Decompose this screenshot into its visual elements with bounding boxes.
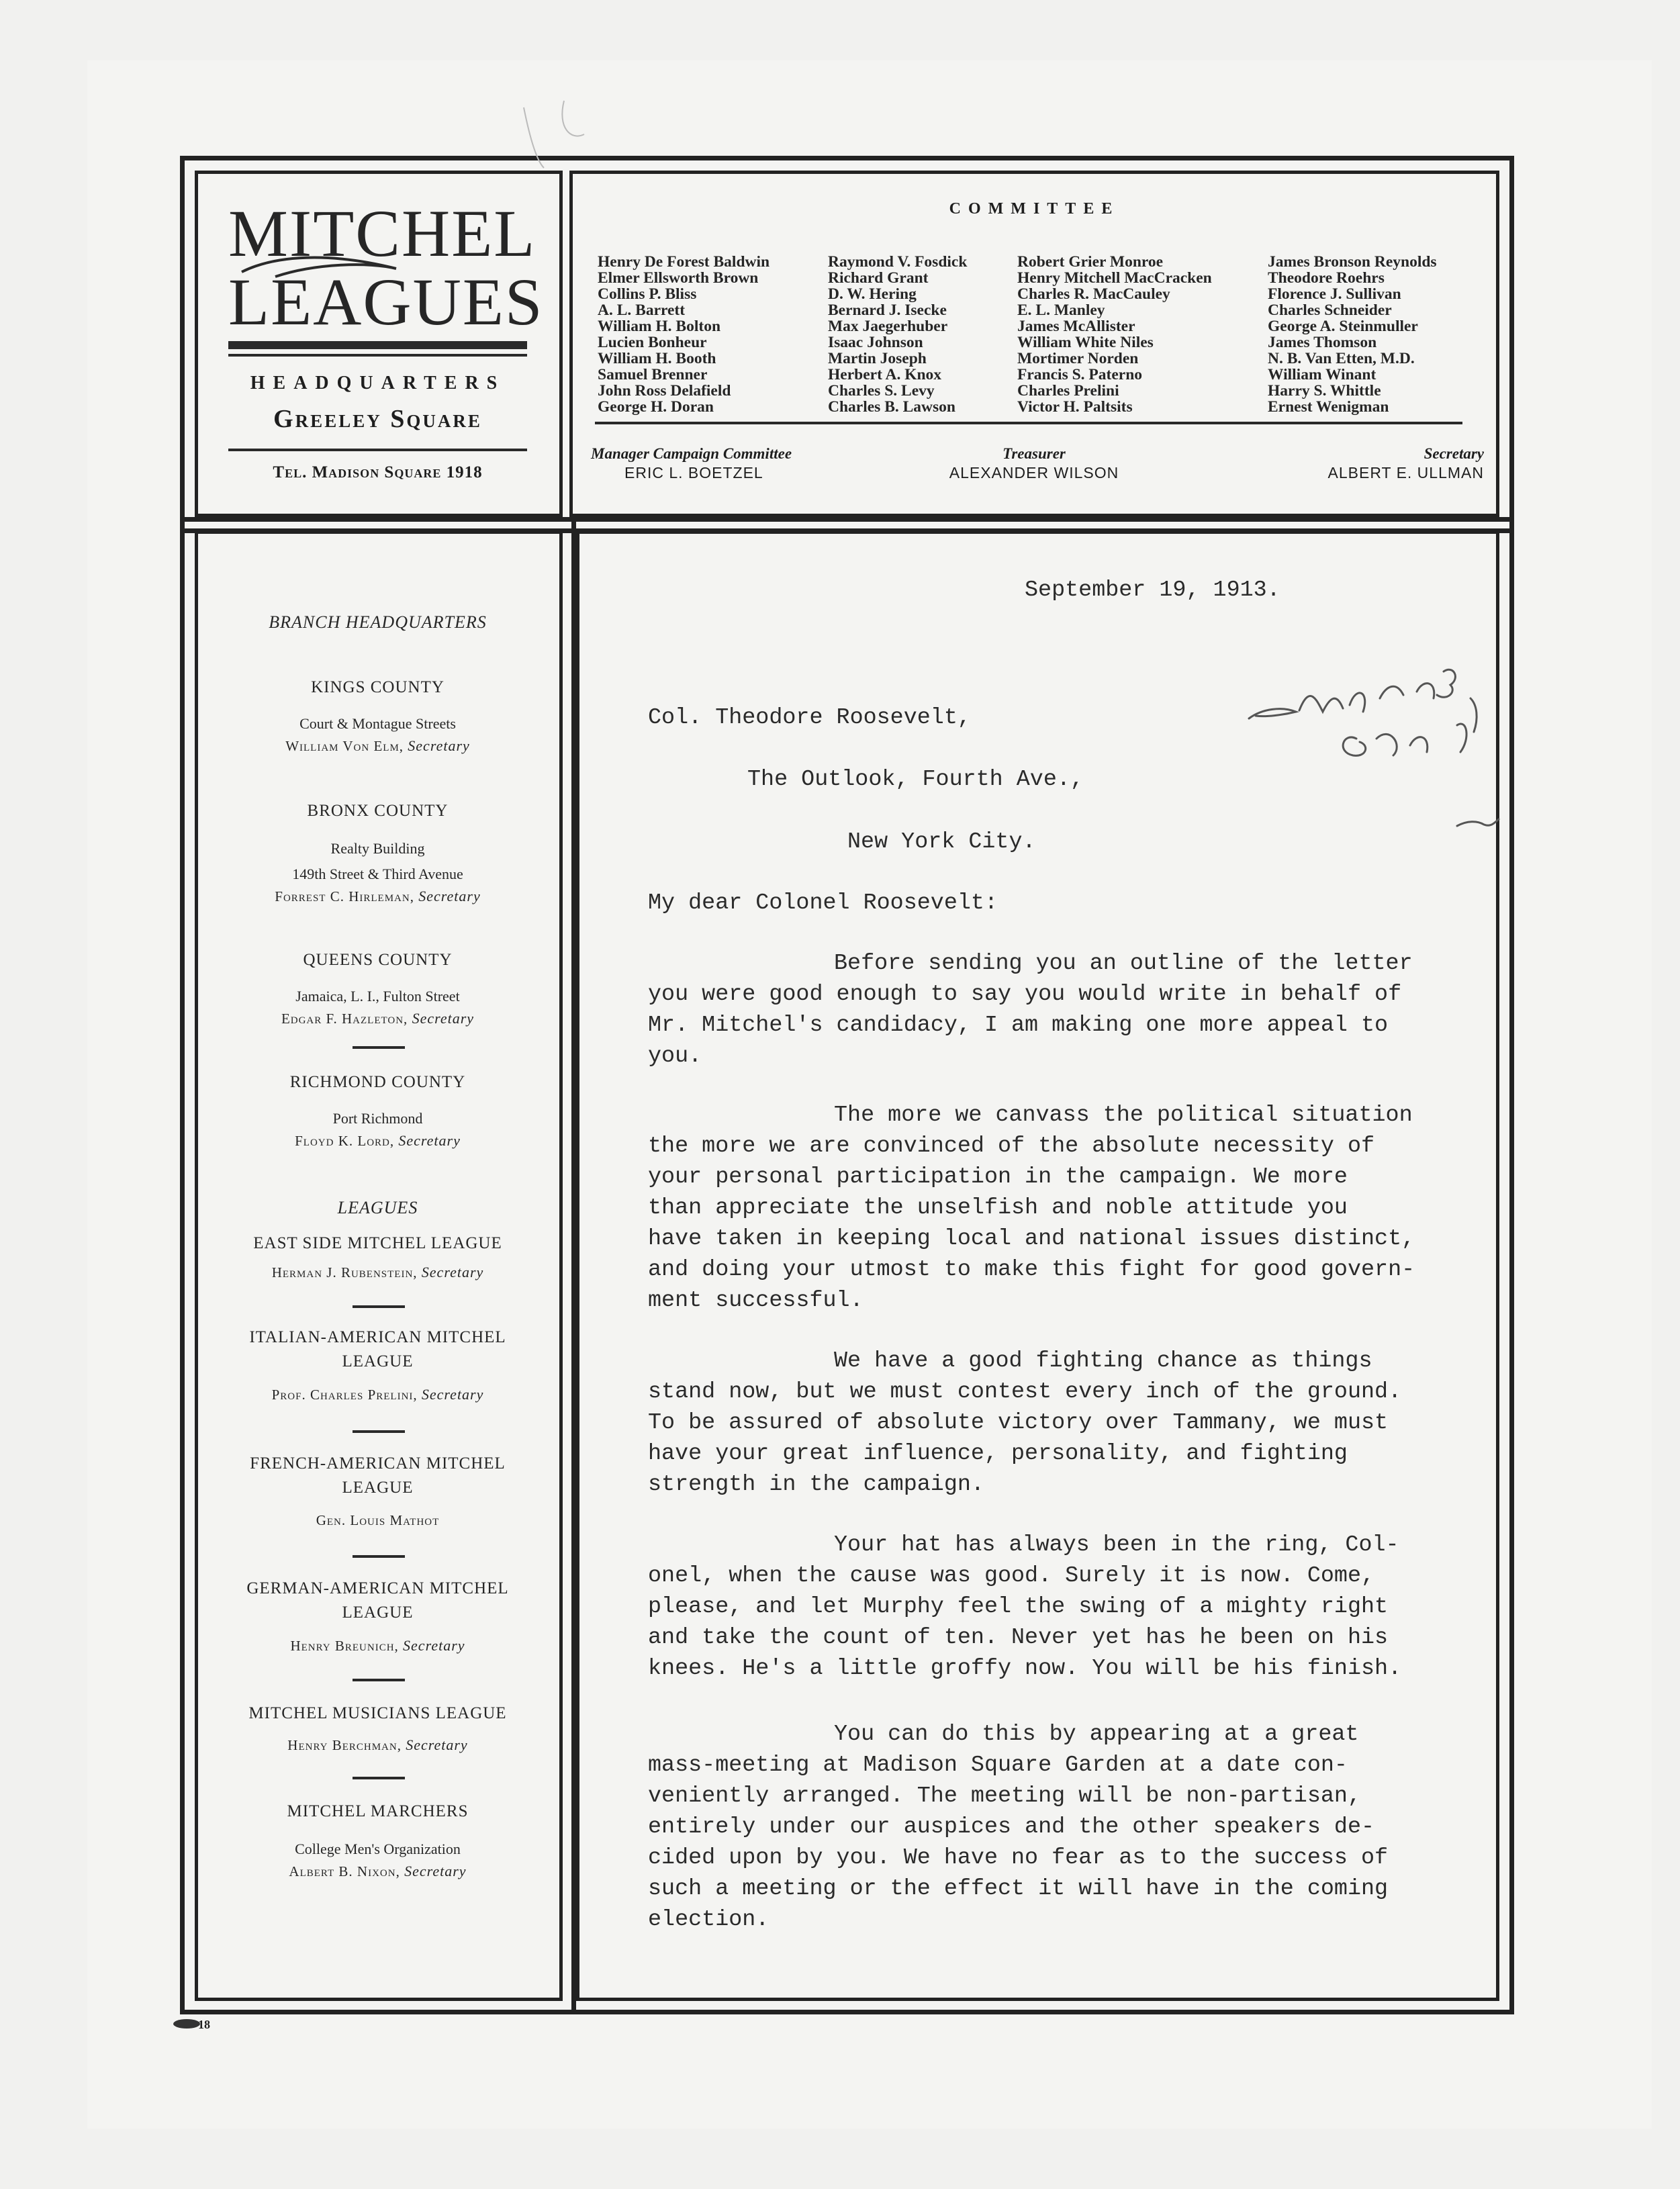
committee-member: Charles S. Levy (828, 382, 935, 400)
handwritten-mark-top-icon (510, 87, 604, 175)
branch-queens-secretary (201, 1010, 554, 1027)
secretary-role: Secretary (398, 1132, 461, 1149)
logo-word-mitchel: MITCHEL (228, 196, 536, 271)
committee-member: Isaac Johnson (828, 334, 923, 351)
branch-richmond-secretary (201, 1132, 554, 1150)
letter-line: please, and let Murphy feel the swing of a mighty right (648, 1594, 1389, 1620)
committee-member: Florence J. Sullivan (1268, 285, 1401, 303)
committee-member: A. L. Barrett (598, 301, 686, 319)
league-italian-name-2: LEAGUE (342, 1352, 414, 1370)
committee-member: Henry De Forest Baldwin (598, 253, 770, 271)
letter-line: cided upon by you. We have no fear as to the success of (648, 1845, 1389, 1871)
letter-line: mass-meeting at Madison Square Garden at a date con- (648, 1753, 1348, 1778)
letter-line: and take the count of ten. Never yet has he been on his (648, 1625, 1389, 1650)
league-marchers-name: MITCHEL MARCHERS (287, 1802, 469, 1820)
logo-word-leagues: LEAGUES (228, 265, 544, 339)
committee-member: Robert Grier Monroe (1017, 253, 1164, 271)
league-musicians-secretary (201, 1736, 554, 1754)
branch-headquarters-title: BRANCH HEADQUARTERS (269, 612, 487, 632)
secretary-role: Secretary (421, 1264, 484, 1280)
committee-column-3 (1017, 254, 1212, 415)
secretary-role: Secretary (406, 1736, 468, 1753)
secretary-role: Secretary (404, 1863, 467, 1879)
league-french-name-2: LEAGUE (342, 1479, 414, 1497)
committee-member: Charles Schneider (1268, 301, 1392, 319)
letter-line: entirely under our auspices and the other speakers de- (648, 1814, 1375, 1840)
league-german-secretary (201, 1637, 554, 1655)
branch-bronx-address-1: Realty Building (330, 840, 425, 857)
committee-member: George H. Doran (598, 398, 714, 416)
headquarters-location: Greeley Square (273, 405, 482, 433)
letter-line: have your great influence, personality, and fighting (648, 1441, 1348, 1466)
secretary-name: Albert B. Nixon, (289, 1863, 400, 1879)
letter-line: Your hat has always been in the ring, Col- (834, 1532, 1399, 1558)
committee-member: Charles Prelini (1017, 382, 1119, 400)
officer-name: ERIC L. BOETZEL (624, 464, 763, 481)
committee-title: COMMITTEE (949, 200, 1120, 218)
committee-member: Charles B. Lawson (828, 398, 955, 416)
letter-line: Before sending you an outline of the letter (834, 951, 1413, 976)
committee-member: Henry Mitchell MacCracken (1017, 269, 1212, 287)
league-east-side-secretary (201, 1264, 554, 1281)
branch-kings-name: KINGS COUNTY (311, 678, 445, 696)
committee-member: Bernard J. Isecke (828, 301, 947, 319)
committee-member: Ernest Wenigman (1268, 398, 1389, 416)
branch-bronx-name: BRONX COUNTY (307, 802, 449, 820)
committee-column-4 (1268, 254, 1437, 415)
letter-line: strength in the campaign. (648, 1472, 984, 1497)
officer-manager (591, 445, 859, 482)
logo-rule (228, 341, 527, 349)
officer-role: Manager Campaign Committee (591, 445, 792, 462)
committee-member: Victor H. Paltsits (1017, 398, 1133, 416)
letter-line: you were good enough to say you would write in behalf of (648, 982, 1402, 1007)
committee-column-2 (828, 254, 967, 415)
letter-line: the more we are convinced of the absolute necessity of (648, 1133, 1375, 1159)
letter-address-line-2: The Outlook, Fourth Ave., (747, 767, 1084, 792)
telephone-rule (228, 449, 527, 451)
letter-line: such a meeting or the effect it will have in the coming (648, 1876, 1389, 1902)
secretary-name: Henry Breunich, (290, 1638, 399, 1654)
letter-line: Mr. Mitchel's candidacy, I am making one more appeal to (648, 1013, 1389, 1038)
letter-line: than appreciate the unselfish and noble attitude you (648, 1195, 1348, 1221)
officer-secretary (1222, 445, 1484, 482)
league-musicians-name: MITCHEL MUSICIANS LEAGUE (248, 1704, 507, 1722)
union-label-icon (173, 2019, 200, 2029)
branch-richmond-name: RICHMOND COUNTY (289, 1073, 466, 1091)
committee-member: Herbert A. Knox (828, 366, 942, 383)
committee-member: Mortimer Norden (1017, 350, 1139, 367)
secretary-role: Secretary (421, 1386, 484, 1403)
letter-line: stand now, but we must contest every inch of the ground. (648, 1379, 1402, 1405)
league-german-name-1: GERMAN-AMERICAN MITCHEL (246, 1579, 509, 1597)
committee-member: William H. Booth (598, 350, 716, 367)
logo-rule-thin (228, 354, 527, 357)
officer-name: ALEXANDER WILSON (949, 464, 1119, 481)
leagues-title: LEAGUES (337, 1198, 418, 1217)
branch-bronx-address-2: 149th Street & Third Avenue (292, 866, 463, 882)
secretary-name: Henry Berchman, (287, 1737, 402, 1753)
printer-mark: 18 (198, 2018, 210, 2031)
league-divider (353, 1430, 405, 1433)
letter-line: To be assured of absolute victory over Tammany, we must (648, 1410, 1389, 1436)
handwritten-annotation-icon (1235, 645, 1585, 846)
league-marchers-secretary (201, 1863, 554, 1880)
committee-member: Samuel Brenner (598, 366, 708, 383)
secretary-name: Floyd K. Lord, (295, 1133, 395, 1149)
committee-member: James Bronson Reynolds (1268, 253, 1437, 271)
branch-queens-address: Jamaica, L. I., Fulton Street (295, 988, 460, 1005)
secretary-role: Secretary (408, 737, 470, 754)
telephone-number: Tel. Madison Square 1918 (273, 463, 483, 481)
committee-member: N. B. Van Etten, M.D. (1268, 350, 1415, 367)
secretary-name: Forrest C. Hirleman, (275, 888, 414, 904)
branch-kings-secretary (201, 737, 554, 755)
league-german-name-2: LEAGUE (342, 1603, 414, 1622)
secretary-name: Edgar F. Hazleton, (281, 1011, 408, 1027)
officer-treasurer (927, 445, 1141, 482)
committee-member: William Winant (1268, 366, 1376, 383)
committee-member: Charles R. MacCauley (1017, 285, 1170, 303)
officer-name: ALBERT E. ULLMAN (1327, 464, 1484, 481)
letter-line: We have a good fighting chance as things (834, 1348, 1372, 1374)
secretary-name: William Von Elm, (285, 738, 404, 754)
committee-member: Collins P. Bliss (598, 285, 697, 303)
committee-member: John Ross Delafield (598, 382, 731, 400)
committee-member: Harry S. Whittle (1268, 382, 1381, 400)
committee-member: William White Niles (1017, 334, 1154, 351)
letter-line: ment successful. (648, 1288, 864, 1313)
letter-line: you. (648, 1043, 702, 1069)
secretary-role: Secretary (403, 1637, 465, 1654)
secretary-role: Secretary (418, 888, 481, 904)
branch-kings-address: Court & Montague Streets (299, 715, 456, 732)
committee-member: Max Jaegerhuber (828, 318, 948, 335)
branch-queens-name: QUEENS COUNTY (303, 951, 453, 969)
secretary-role: Secretary (412, 1010, 475, 1027)
committee-member: James Thomson (1268, 334, 1377, 351)
league-divider (353, 1555, 405, 1558)
league-italian-secretary (201, 1386, 554, 1403)
committee-member: George A. Steinmuller (1268, 318, 1418, 335)
letter-line: election. (648, 1907, 769, 1932)
letter-line: and doing your utmost to make this fight for good govern- (648, 1257, 1415, 1283)
league-marchers-org: College Men's Organization (295, 1841, 461, 1857)
branch-richmond-address: Port Richmond (332, 1110, 423, 1127)
letter-address-line-1: Col. Theodore Roosevelt, (648, 705, 971, 731)
committee-column-1 (598, 254, 769, 415)
league-east-side-name: EAST SIDE MITCHEL LEAGUE (253, 1234, 502, 1252)
committee-member: Martin Joseph (828, 350, 927, 367)
league-french-secretary: Gen. Louis Mathot (316, 1512, 440, 1528)
committee-member: Elmer Ellsworth Brown (598, 269, 759, 287)
secretary-name: Prof. Charles Prelini, (271, 1387, 418, 1403)
letter-line: onel, when the cause was good. Surely it is now. Come, (648, 1563, 1375, 1589)
letter-line: veniently arranged. The meeting will be non-partisan, (648, 1783, 1361, 1809)
letter-line: The more we canvass the political situation (834, 1103, 1413, 1128)
letter-date: September 19, 1913. (1025, 577, 1280, 603)
branch-divider (353, 1046, 405, 1049)
committee-member: Raymond V. Fosdick (828, 253, 968, 271)
letter-line: have taken in keeping local and national issues distinct, (648, 1226, 1415, 1252)
letter-salutation: My dear Colonel Roosevelt: (648, 890, 998, 916)
league-divider (353, 1679, 405, 1681)
officer-role: Secretary (1424, 445, 1484, 462)
committee-rule (595, 422, 1462, 424)
headquarters-label: HEADQUARTERS (250, 373, 506, 393)
league-divider (353, 1305, 405, 1308)
committee-member: Theodore Roehrs (1268, 269, 1385, 287)
league-italian-name-1: ITALIAN-AMERICAN MITCHEL (249, 1328, 506, 1346)
committee-member: E. L. Manley (1017, 301, 1105, 319)
secretary-name: Herman J. Rubenstein, (271, 1264, 418, 1280)
letter-line: your personal participation in the campaign. We more (648, 1164, 1348, 1190)
branch-bronx-secretary (201, 888, 554, 905)
committee-member: Lucien Bonheur (598, 334, 707, 351)
committee-member: William H. Bolton (598, 318, 721, 335)
letter-line: knees. He's a little groffy now. You will be his finish. (648, 1656, 1402, 1681)
committee-member: D. W. Hering (828, 285, 917, 303)
committee-member: James McAllister (1017, 318, 1135, 335)
committee-member: Richard Grant (828, 269, 929, 287)
officer-role: Treasurer (1002, 445, 1066, 462)
league-french-name-1: FRENCH-AMERICAN MITCHEL (250, 1454, 506, 1473)
letter-address-line-3: New York City. (847, 829, 1036, 855)
letter-line: You can do this by appearing at a great (834, 1722, 1359, 1747)
league-divider (353, 1777, 405, 1779)
committee-member: Francis S. Paterno (1017, 366, 1143, 383)
